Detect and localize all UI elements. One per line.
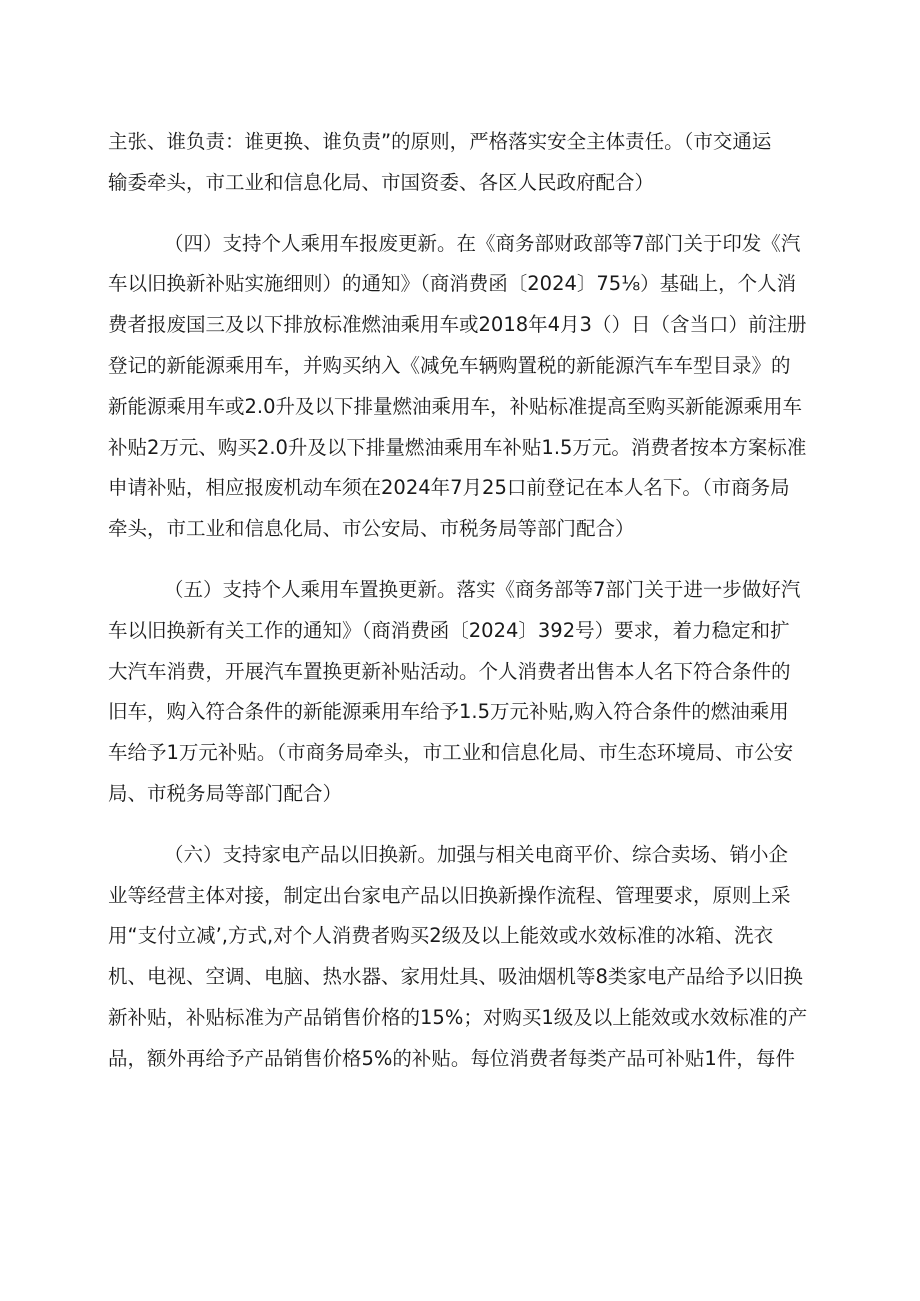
text-line: 登记的新能源乘用车，并购买纳入《减免车辆购置税的新能源汽车车型目录》的 xyxy=(108,353,791,377)
text-line: 费者报废国三及以下排放标准燃油乘用车或2018年4月3（）日（含当口）前注册 xyxy=(108,313,807,337)
text-line: 机、电视、空调、电脑、热水器、家用灶具、吸油烟机等8类家电产品给予以旧换 xyxy=(108,965,803,989)
text-line: （四）支持个人乘用车报废更新。在《商务部财政部等7部门关于印发《汽 xyxy=(164,231,801,255)
text-line: 车给予1万元补贴。（市商务局牵头，市工业和信息化局、市生态环境局、市公安 xyxy=(108,741,794,765)
text-line: 车以旧换新补贴实施细则）的通知》（商消费函〔2024〕75⅛）基础上，个人消 xyxy=(108,272,797,296)
text-line: 大汽车消费，开展汽车置换更新补贴活动。个人消费者出售本人名下符合条件的 xyxy=(108,659,791,683)
paragraph-scrap-renewal xyxy=(108,224,814,550)
text-line: 主张、谁负责：谁更换、谁负责”的原则，严格落实安全主体责任。（市交通运 xyxy=(108,130,772,153)
text-line: 车以旧换新有关工作的通知》（商消费函〔2024〕392号）要求，着力稳定和扩 xyxy=(108,618,790,642)
text-line: 业等经营主体对接，制定出台家电产品以旧换新操作流程、管理要求，原则上采 xyxy=(108,883,791,907)
text-line: 申请补贴，相应报废机动车须在2024年7月25口前登记在本人名下。（市商务局 xyxy=(108,476,790,500)
text-line: （六）支持家电产品以旧换新。加强与相关电商平价、综合卖场、销小企 xyxy=(164,842,789,866)
document-page xyxy=(108,122,814,1080)
paragraph-safety-responsibility xyxy=(108,122,814,204)
text-line: 补贴2万元、购买2.0升及以下排量燃油乘用车补贴1.5万元。消费者按本方案标准 xyxy=(108,435,807,459)
text-line: 新补贴，补贴标准为产品销售价格的15%；对购买1级及以上能效或水效标准的产 xyxy=(108,1005,808,1029)
text-line: 牵头，市工业和信息化局、市公安局、市税务局等部门配合） xyxy=(108,517,635,541)
text-line: 用“支付立减’,方式,对个人消费者购买2级及以上能效或水效标准的冰箱、洗衣 xyxy=(108,924,774,948)
paragraph-replacement-renewal xyxy=(108,570,814,815)
text-line: 输委牵头，市工业和信息化局、市国资委、各区人民政府配合） xyxy=(108,170,655,194)
text-line: 品，额外再给予产品销售价格5%的补贴。每位消费者每类产品可补贴1件，每件 xyxy=(108,1046,795,1070)
text-line: 局、市税务局等部门配合） xyxy=(108,781,343,805)
text-line: 旧车，购入符合条件的新能源乘用车给予1.5万元补贴,购入符合条件的燃油乘用 xyxy=(108,700,789,724)
text-line: 新能源乘用车或2.0升及以下排量燃油乘用车，补贴标准提高至购买新能源乘用车 xyxy=(108,394,803,418)
text-line: （五）支持个人乘用车置换更新。落实《商务部等7部门关于进一步做好汽 xyxy=(164,577,801,601)
paragraph-appliance-tradein xyxy=(108,835,814,1080)
